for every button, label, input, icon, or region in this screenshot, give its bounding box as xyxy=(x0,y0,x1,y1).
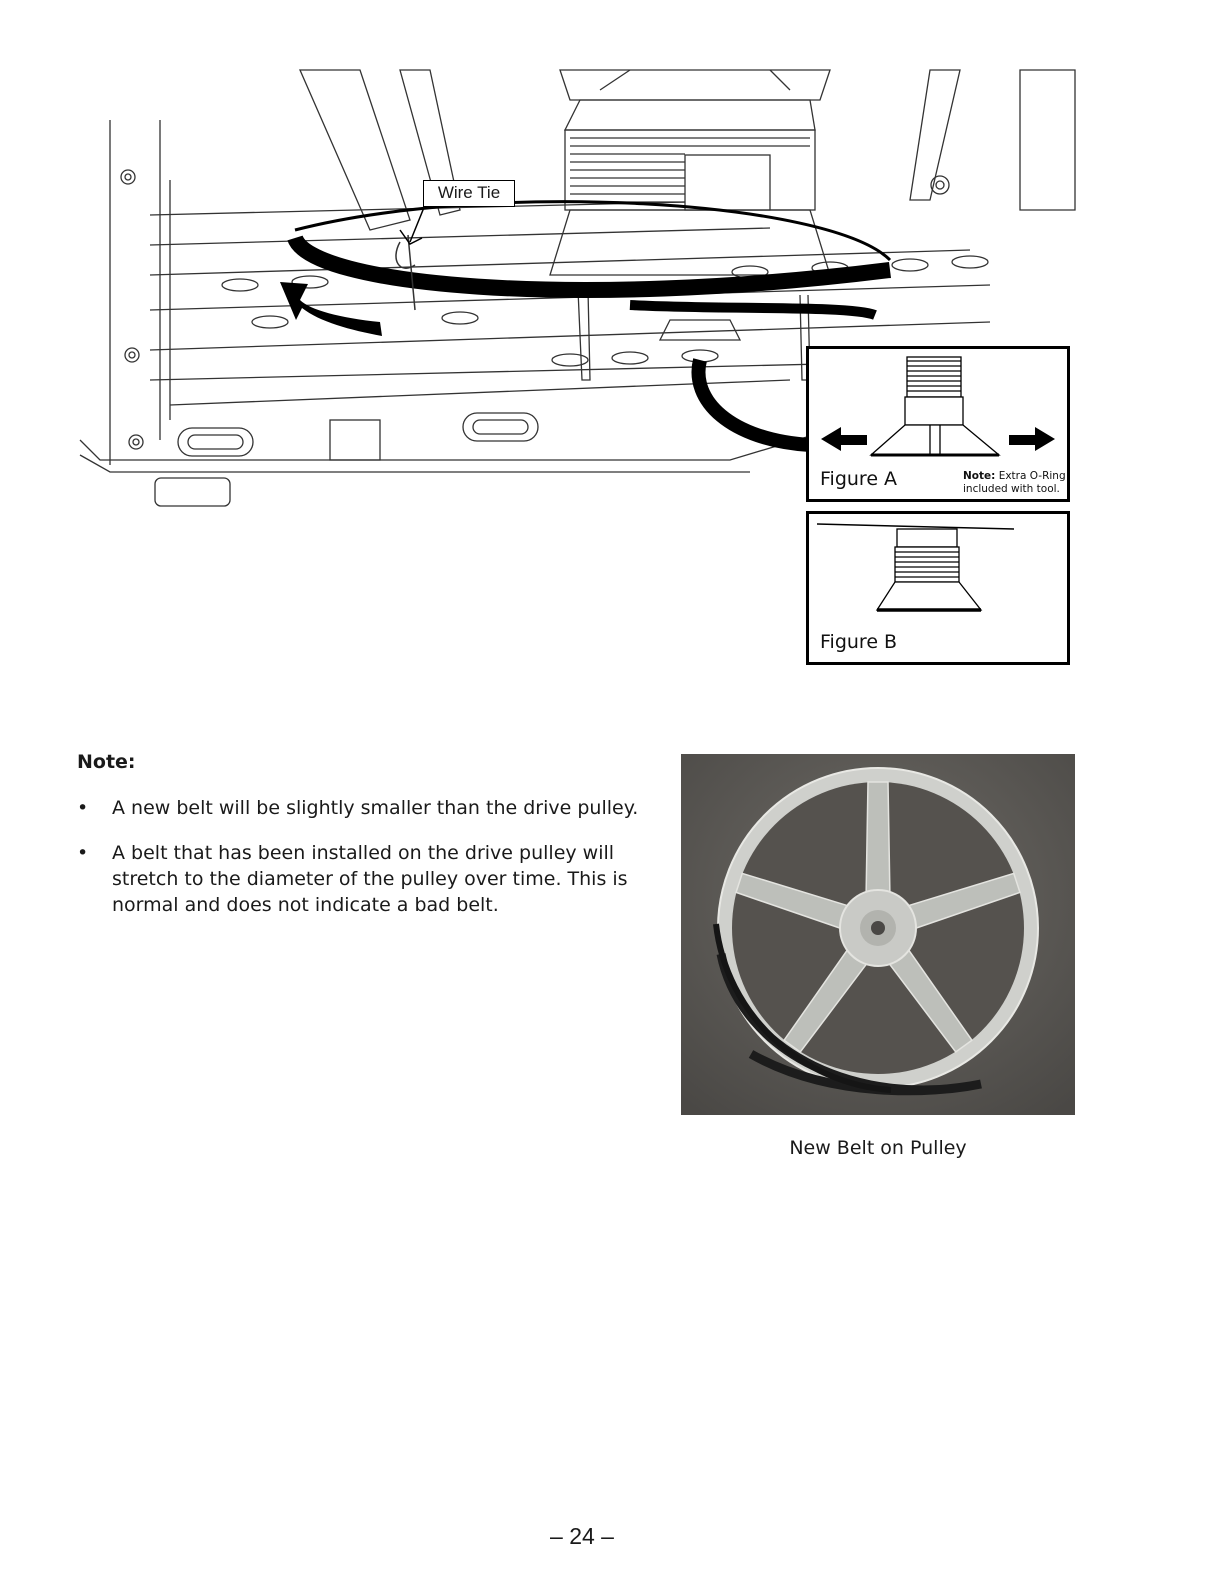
figure-b-box xyxy=(806,511,1070,665)
figure-a-note: Note: Extra O-Ring included with tool. xyxy=(963,470,1066,495)
arrow-left-icon xyxy=(821,427,867,451)
bullet-icon: • xyxy=(77,842,89,864)
list-item: • A belt that has been installed on the drive pulley will stretch to the diameter of the pulley over time. This is normal and does not indicate a bad belt. xyxy=(77,842,628,916)
rotation-arrow-icon xyxy=(280,282,382,336)
figure-a-label: Figure A xyxy=(820,468,898,490)
note-heading: Note: xyxy=(77,751,136,773)
note-bullet-list xyxy=(77,795,667,937)
list-item: • A new belt will be slightly smaller than the drive pulley. xyxy=(77,797,639,819)
photo-caption: New Belt on Pulley xyxy=(789,1137,967,1159)
page-number: – 24 – xyxy=(550,1523,614,1549)
figure-b-label: Figure B xyxy=(820,631,898,653)
bullet-icon: • xyxy=(77,797,89,819)
figure-a-box xyxy=(806,346,1070,502)
arrow-right-icon xyxy=(1009,427,1055,451)
wire-tie-callout: Wire Tie xyxy=(423,180,515,207)
belt-on-pulley-photo xyxy=(681,754,1075,1115)
